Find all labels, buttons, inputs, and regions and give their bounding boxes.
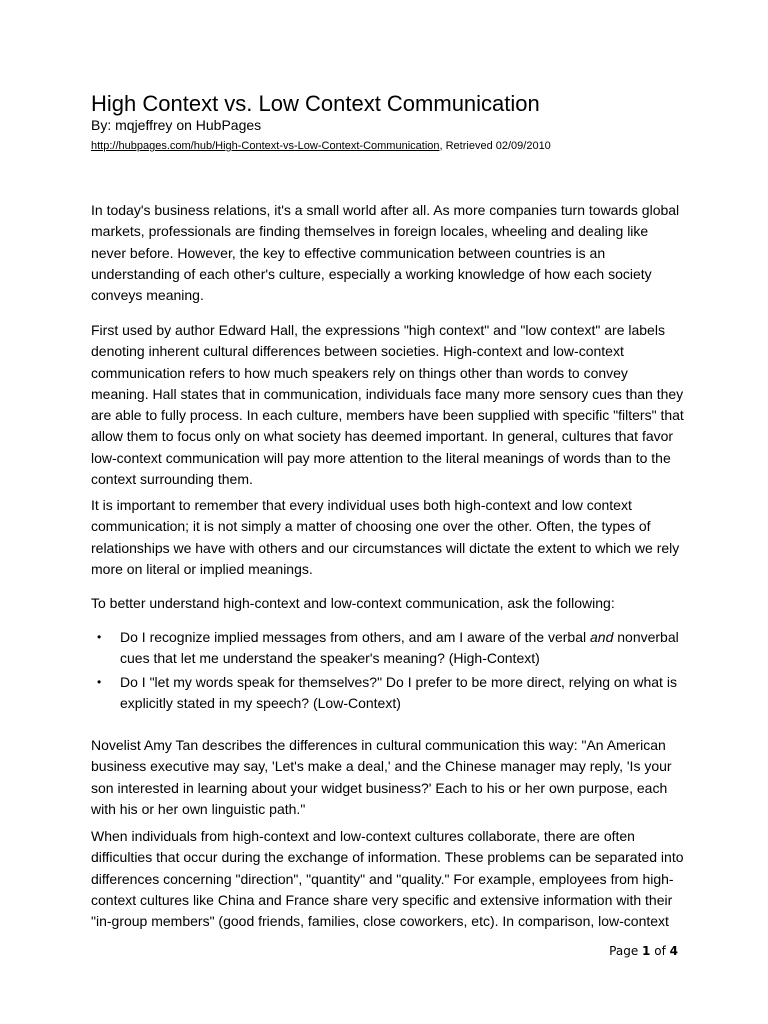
list-item-text: Do I recognize implied messages from others, and am I aware of the verbal xyxy=(120,629,590,645)
paragraph: Novelist Amy Tan describes the differences in cultural communication this way: "An American business executive may say, 'Let's make a deal,' and the Chinese manager may reply, 'Is your son interested in learning about your widget business?' Each to his or her own purpose, each with his or her own linguistic path." xyxy=(91,737,672,817)
byline: By: mqjeffrey on HubPages xyxy=(91,117,262,133)
paragraph: First used by author Edward Hall, the expressions "high context" and "low context" are labels denoting inherent cultural differences between societies. High-context and low-context communication refers to how much speakers rely on things other than words to convey meaning. Hall states that in communication, individuals face many more sensory cues than they are able to fully process. In each culture, members have been supplied with specific "filters" that allow them to focus only on what society has deemed important. In general, cultures that favor low-context communication will pay more attention to the literal meanings of words than to the context surrounding them. xyxy=(91,322,684,488)
page-label: Page xyxy=(609,944,639,958)
current-page: 1 xyxy=(642,944,651,958)
bullet-icon: • xyxy=(97,674,102,689)
bullet-icon: • xyxy=(97,630,102,644)
list-item xyxy=(91,672,687,715)
emphasis-text: and xyxy=(590,629,614,645)
source-line xyxy=(91,139,551,153)
paragraph: When individuals from high-context and low-context cultures collaborate, there are often difficulties that occur during the exchange of information. These problems can be separated into differences concerning "direction", "quantity" and "quality." For example, employees from high-context cultures like China and France share very specific and extensive information with their "in-group members" (good friends, families, close coworkers, etc). In comparison, low-context xyxy=(91,828,684,930)
question-list xyxy=(91,627,687,716)
page-number xyxy=(609,943,678,959)
retrieved-date: , Retrieved 02/09/2010 xyxy=(439,140,551,152)
total-pages: 4 xyxy=(669,944,678,958)
paragraph: In today's business relations, it's a small world after all. As more companies turn towards global markets, professionals are finding themselves in foreign locales, wheeling and dealing like never before. However, the key to effective communication between countries is an understanding of each other's culture, especially a working knowledge of how each society conveys meaning. xyxy=(91,202,680,304)
list-item-text: nonverbal cues that let me understand the speaker's meaning? (High-Context) xyxy=(120,629,679,667)
list-item-text: Do I "let my words speak for themselves?" Do I prefer to be more direct, relying on what is explicitly stated in my speech? (Low-Context) xyxy=(120,673,677,711)
paragraph: To better understand high-context and low-context communication, ask the following: xyxy=(91,595,615,611)
of-label: of xyxy=(654,944,666,958)
source-link[interactable]: http://hubpages.com/hub/High-Context-vs-Low-Context-Communication xyxy=(91,140,440,152)
paragraph: It is important to remember that every individual uses both high-context and low context communication; it is not simply a matter of choosing one over the other. Often, the types of relationships we have with others and our circumstances will dictate the extent to which we rely more on literal or implied meanings. xyxy=(91,497,680,577)
list-item xyxy=(91,627,687,670)
document-title: High Context vs. Low Context Communication xyxy=(91,91,540,116)
